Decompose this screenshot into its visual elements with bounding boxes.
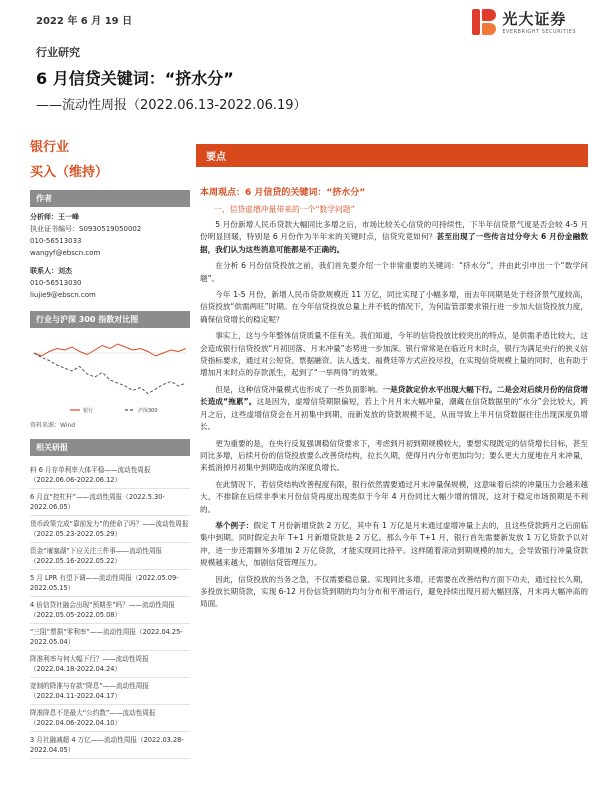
- viewpoint-heading: 本周观点：6 月信贷的关键词：“挤水分”: [200, 188, 366, 198]
- chart-svg: [30, 332, 190, 418]
- related-reports-list: [30, 462, 190, 759]
- related-report-item[interactable]: 3 月社融减超 4 万亿——流动性周报（2022.03.28-2022.04.05）: [30, 732, 190, 759]
- analyst1-name: 分析师：王一峰: [30, 213, 79, 221]
- logo-icon: [472, 9, 496, 35]
- analyst-info: [30, 211, 190, 301]
- series-line-1: [34, 353, 186, 394]
- related-report-item[interactable]: 降准降息不是最大“公约数”——流动性周报（2022.04.06-2022.04.10）: [30, 705, 190, 732]
- analyst2-email[interactable]: liujie9@ebscn.com: [30, 291, 96, 299]
- paragraph-2: 在分析 6 月份信贷投放之前，我们首先要介绍一个非常重要的关键词：“挤水分”，并由此引申出一个“数学问题”。: [200, 261, 588, 283]
- related-report-item[interactable]: 宽制的降准与存款“降息”——流动性周报（2022.04.11-2022.04.17）: [30, 678, 190, 705]
- legend-label-0: 银行: [83, 408, 94, 414]
- paragraph-9: 因此，信贷投放的当务之急，不仅需要稳总量、实现同比多增，还需要在改善结构方面下功夫，通过拉长久期，多投放长期贷款，实现 6-12 月份信贷到期的均匀分布和平滑运行，避免持续出现月初大幅回落，月末再大幅冲高的局面。: [200, 574, 588, 609]
- paragraph-3: 今年 1-5 月份，新增人民币贷款规模近 11 万亿，同比实现了小幅多增，而去年同期是处于经济景气度较高，信贷投放“供需两旺”时期。在今年信贷投放总量上并不低的情况下，为何监管部要求银行进一步加大信贷投放力度，确保信贷增长的稳定呢？: [200, 290, 588, 324]
- paragraph-1: 5 月份新增人民币贷款大幅同比多增之后，市场比较关心信贷的可持续性，下半年信贷景气度是否会较 4-5 月份明显回暖，特别是 6 月份作为半年末的关键时点，信贷究竟如何？甚至出现了一些传言过分夸大 6 月份金融数据，我们认为这些消息可能都是不正确的。: [200, 220, 588, 254]
- industry-label: 银行业: [30, 140, 70, 155]
- logo-subtitle: EVERBRIGHT SECURITIES: [502, 29, 576, 35]
- analyst2-name: 联系人：刘杰: [30, 267, 72, 275]
- related-report-item[interactable]: 货币政策完成“靠前发力”的使命了吗？——流动性周报（2022.05.23-2022.05.29）: [30, 516, 190, 543]
- related-report-item[interactable]: 5 月 LPR 有望下调——流动性周报（2022.05.09-2022.05.15）: [30, 570, 190, 597]
- paragraph-5: 但是，这种信贷冲量模式也形成了一些负面影响。一是贷款定价水平出现大幅下行。二是会对后续月份的信贷增长造成“拖累”。这是因为，虚增信贷期限偏短，若上个月月末大幅冲量，潮藏在信贷数据里的“水分”会比较大，跨月之后，这些虚增信贷会在月初集中到期，而新发放的贷款规模不足，从而导致上半月信贷数据往往出现深度负增长。: [200, 384, 588, 432]
- report-title: 6 月信贷关键词：“挤水分”: [36, 69, 234, 88]
- paragraph-8: 举个例子：假定 T 月份新增贷款 2 万亿，其中有 1 万亿是月末通过虚增冲量上去的，且这些贷款跨月之后面临集中到期。同时假定去年 T+1 月新增贷款是 2 万亿。那么今年 T+1 月，银行首先需要新发放 1 万亿贷款予以对冲，进一步还需额外多增加 2 万亿贷款，才能实现同比持平。这样随着滚动到期规模的加大，会导致银行冲量贷款规模越来越大，加剧信贷管理压力。: [200, 520, 589, 568]
- paragraph-7: 在此情况下，若信贷结构改善程度有限，银行依然需要通过月末冲量保规模，这意味着后续的冲量压力会越来越大，不排除在后续非季末月份信贷再度出现类似于今年 4 月份同比大幅少增的情况，这对于稳定市场预期是不利的。: [200, 479, 588, 514]
- report-subtitle: ——流动性周报（2022.06.13-2022.06.19）: [36, 98, 307, 113]
- logo-name: 光大证券: [502, 10, 567, 28]
- related-section-header: 相关研报: [30, 439, 190, 456]
- series-line-0: [34, 344, 186, 356]
- report-date: 2022 年 6 月 19 日: [36, 16, 133, 27]
- paragraph-6: 更为重要的是，在央行反复强调稳信贷要求下，考虑到月初到期规模较大，要想实现既定的信贷增长目标，甚至同比多增，后续月份的信贷投放要么改善贷结构，拉长久期，使得月内分布更加均匀；要么更大力度地在月末冲量，来抵消掉月初集中到期造成的深度负增长。: [200, 438, 588, 473]
- company-logo: [472, 8, 576, 35]
- paragraph-4: 事实上，这与今年整体信贷质量不佳有关。我们知道，今年的信贷投放比较突出的特点，是供需矛盾比较大，这会造成银行信贷投放“月初回落、月末冲量”态势进一步加深。银行常常是在临近月末时点，银行为满足央行的狭义信贷指标要求，通过对公短贷、票据融资、法人透支、福费廷等方式应投尽投，在实现信贷规模上量的同时，也有助于增加月末时点的存款派生，起到了“一举两得”的效果。: [200, 331, 588, 378]
- analyst1-phone: 010-56513033: [30, 237, 82, 245]
- related-report-item[interactable]: 6 月直“控杠杆”——流动性周报（2022.5.30-2022.06.05）: [30, 489, 190, 516]
- analyst2-phone: 010-56513030: [30, 279, 82, 287]
- rating-label: 买入（维持）: [30, 165, 109, 180]
- analyst1-cert: 执业证书编号：S0930519050002: [30, 225, 142, 233]
- related-report-item[interactable]: 降准利率与何大幅下行？——流动性周报（2022.04.18-2022.04.24）: [30, 651, 190, 678]
- related-report-item[interactable]: 资金“堰塞湖”下应关注三件事——流动性周报（2022.05.16-2022.05.22）: [30, 543, 190, 570]
- chart-section-header: 行业与沪深 300 指数对比图: [30, 311, 190, 328]
- comparison-chart: [30, 332, 190, 418]
- main-content: [196, 144, 588, 611]
- legend-label-1: 沪深300: [138, 408, 158, 414]
- key-points-header: 要点: [196, 144, 588, 167]
- author-section-header: 作者: [30, 190, 190, 207]
- related-report-item[interactable]: “三阻”票据“零利率”——流动性周报（2022.04.25-2022.05.04）: [30, 624, 190, 651]
- report-category: 行业研究: [36, 46, 80, 59]
- sidebar: [30, 136, 190, 759]
- related-report-item[interactable]: 料 6 月存单利率大体平稳——流动性周报（2022.06.06-2022.06.12）: [30, 462, 190, 489]
- related-report-item[interactable]: 4 倍信贷社融会出现“预期差”吗？——流动性周报（2022.05.05-2022.05.08）: [30, 597, 190, 624]
- analyst1-email[interactable]: wangyf@ebscn.com: [30, 249, 101, 257]
- chart-source: 资料来源：Wind: [30, 422, 76, 429]
- section-subheading: 一、信贷虚增冲量带来的一个“数学问题”: [214, 205, 355, 214]
